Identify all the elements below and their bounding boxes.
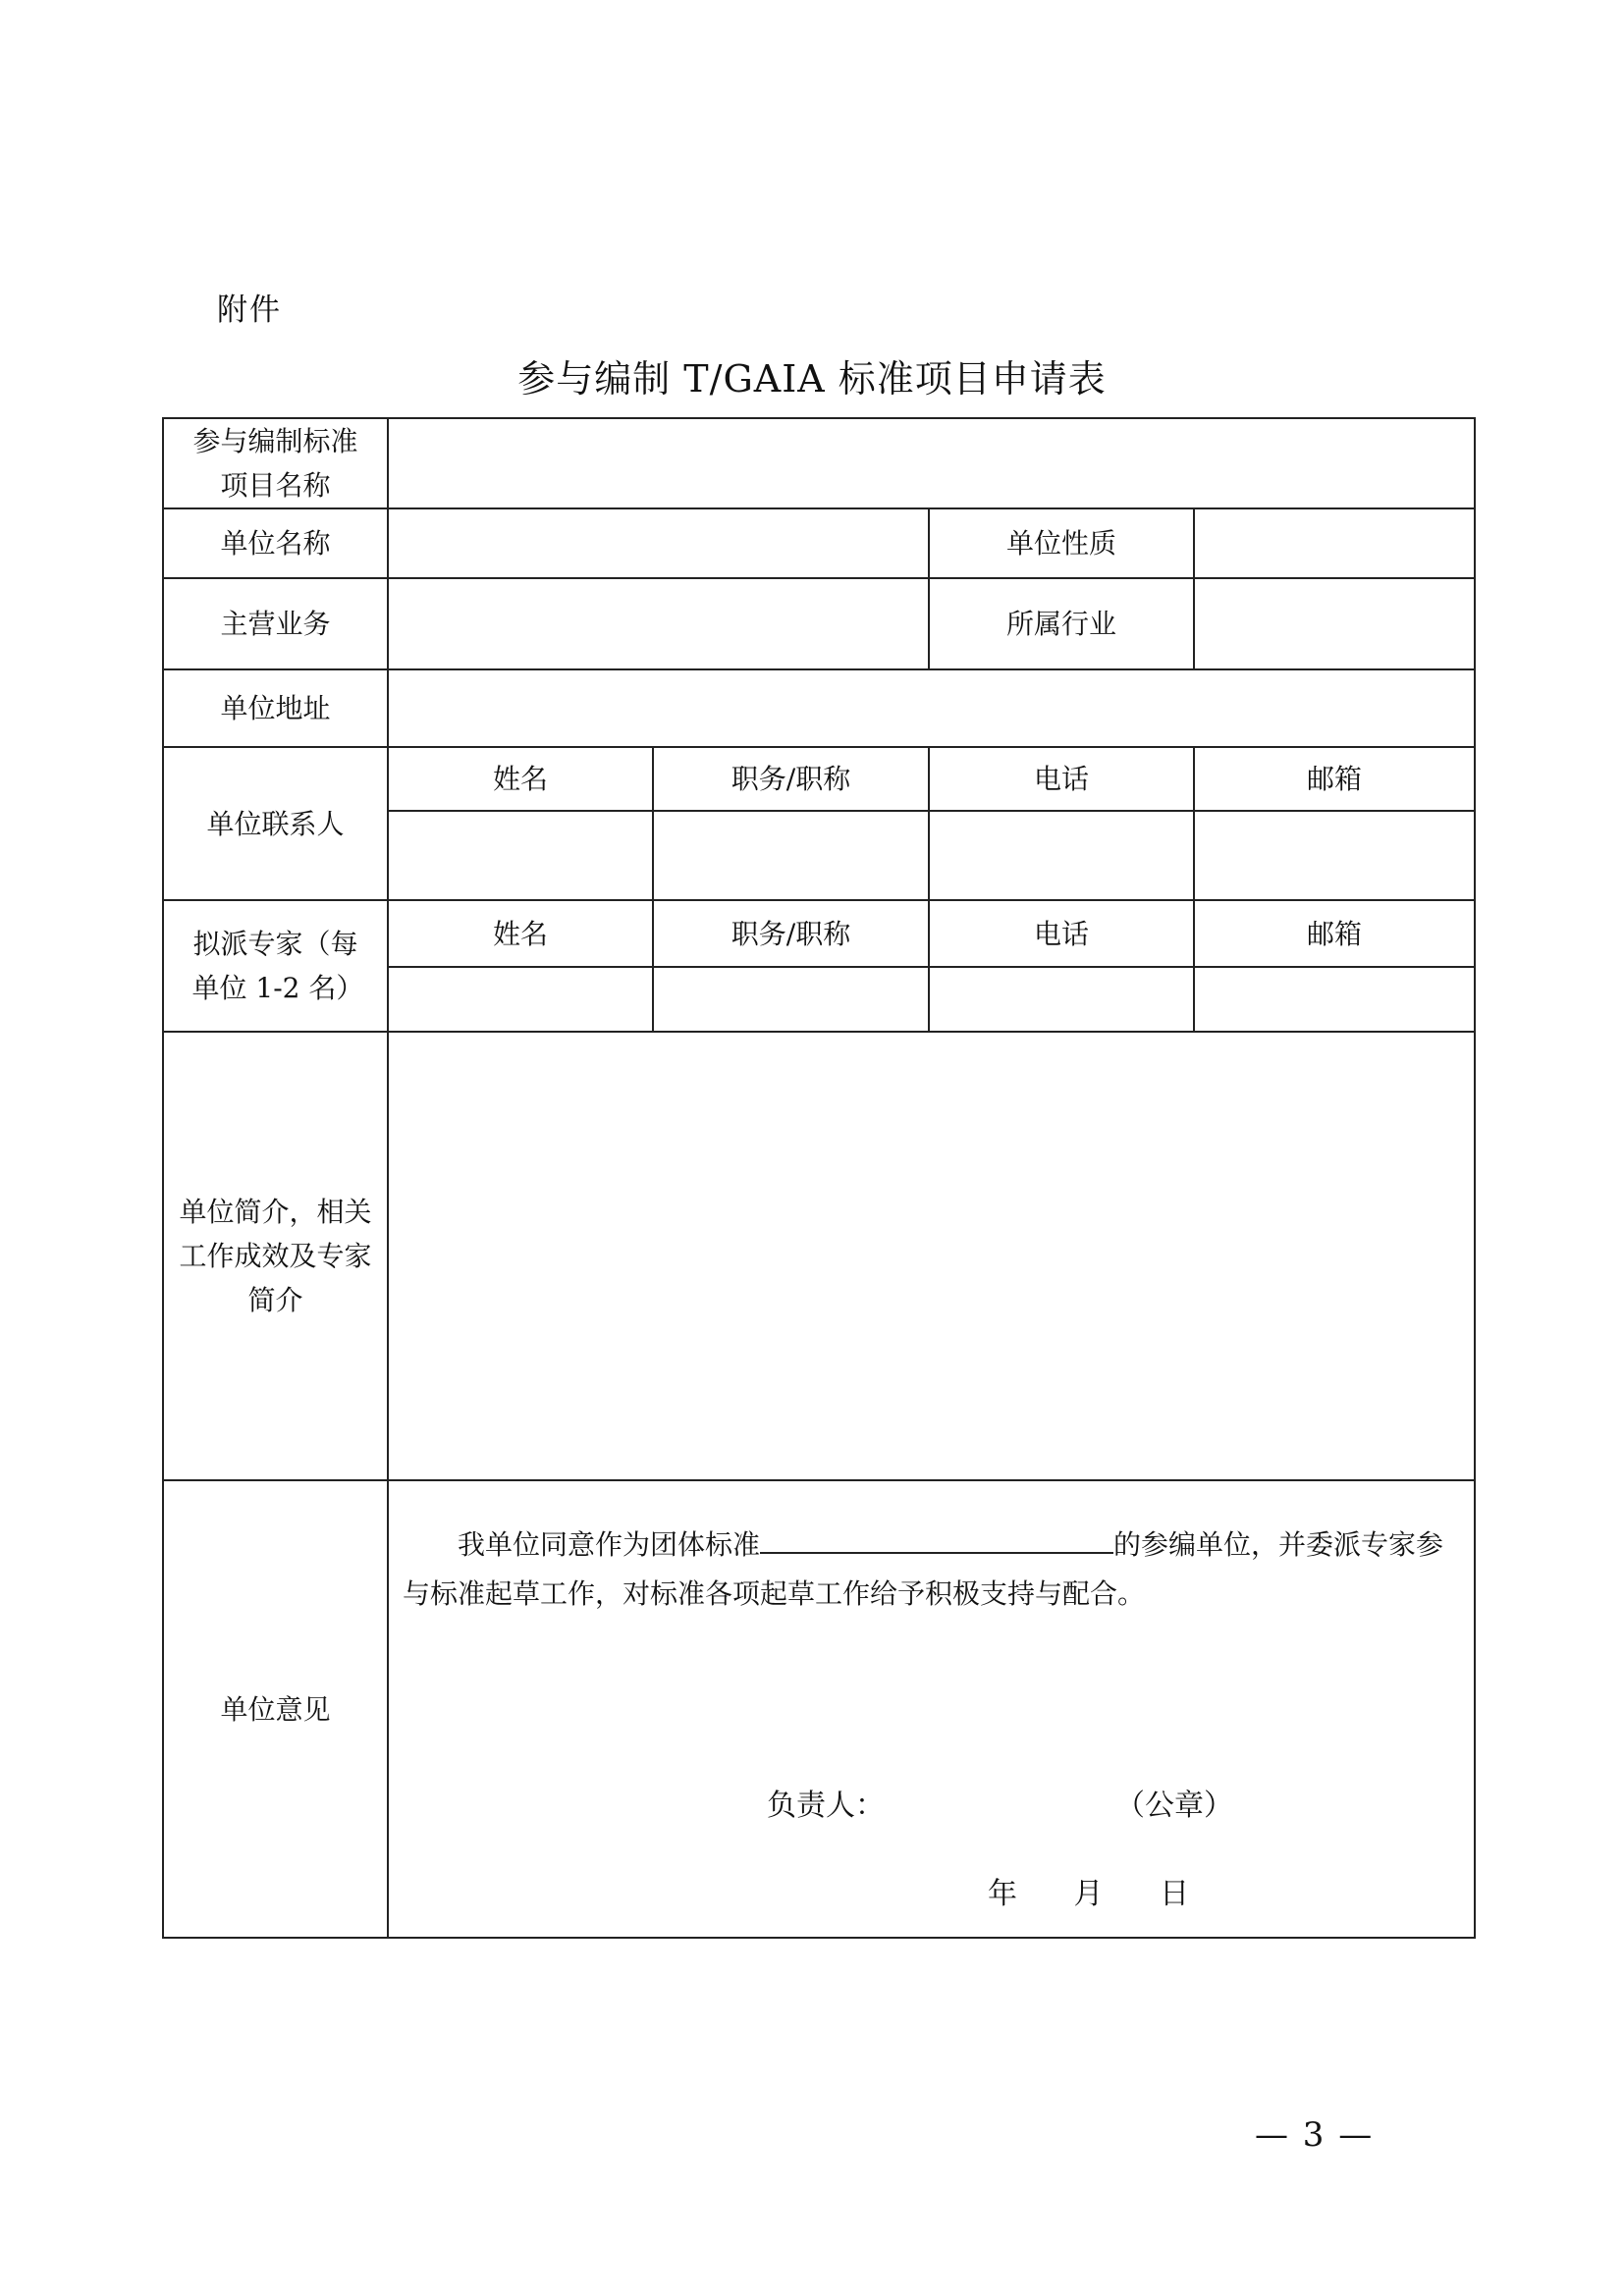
opinion-label: 单位意见 — [163, 1480, 388, 1938]
contact-phone-field[interactable] — [929, 811, 1194, 900]
address-field[interactable] — [388, 669, 1475, 747]
contact-label: 单位联系人 — [163, 747, 388, 900]
form-title: 参与编制 T/GAIA 标准项目申请表 — [517, 357, 1107, 400]
signature-date: 年 月 日 — [988, 1877, 1190, 1911]
contact-col-phone: 电话 — [929, 747, 1194, 811]
expert-col-name: 姓名 — [388, 900, 653, 967]
row-unit-name — [163, 508, 1475, 578]
row-opinion — [163, 1480, 1475, 1938]
unit-nature-field[interactable] — [1194, 508, 1475, 578]
project-name-label-cell — [163, 418, 388, 508]
opinion-text-before: 我单位同意作为团体标准 — [458, 1528, 761, 1561]
unit-nature-label: 单位性质 — [929, 508, 1194, 578]
industry-label: 所属行业 — [929, 578, 1194, 669]
industry-field[interactable] — [1194, 578, 1475, 669]
opinion-cell — [388, 1480, 1475, 1938]
project-name-label: 参与编制标准项目名称 — [192, 425, 358, 502]
unit-name-label: 单位名称 — [163, 508, 388, 578]
contact-col-name: 姓名 — [388, 747, 653, 811]
main-business-field[interactable] — [388, 578, 929, 669]
intro-label: 单位简介，相关工作成效及专家简介 — [179, 1196, 372, 1316]
row-expert-header — [163, 900, 1475, 967]
expert-col-email: 邮箱 — [1194, 900, 1475, 967]
contact-position-field[interactable] — [653, 811, 929, 900]
contact-col-email: 邮箱 — [1194, 747, 1475, 811]
row-project-name — [163, 418, 1475, 508]
row-introduction — [163, 1032, 1475, 1480]
expert-label: 拟派专家（每单位 1-2 名） — [191, 928, 364, 1004]
intro-field[interactable] — [388, 1032, 1475, 1480]
intro-label-cell — [163, 1032, 388, 1480]
expert-phone-field[interactable] — [929, 967, 1194, 1032]
address-label: 单位地址 — [163, 669, 388, 747]
contact-name-field[interactable] — [388, 811, 653, 900]
opinion-statement — [403, 1521, 1462, 1619]
annex-label: 附件 — [217, 293, 282, 328]
expert-col-phone: 电话 — [929, 900, 1194, 967]
main-business-label: 主营业务 — [163, 578, 388, 669]
expert-name-field[interactable] — [388, 967, 653, 1032]
row-address — [163, 669, 1475, 747]
responsible-person-label: 负责人： — [767, 1789, 885, 1823]
page-number: — 3 — — [1255, 2115, 1375, 2155]
standard-name-blank[interactable] — [760, 1522, 1113, 1554]
opinion-text-after: 的参编单位，并委派专家参与标准起草工作，对标准各项起草工作给予积极支持与配合。 — [403, 1528, 1444, 1610]
application-form-table — [162, 417, 1476, 1939]
contact-email-field[interactable] — [1194, 811, 1475, 900]
official-seal-label: （公章） — [1115, 1789, 1233, 1823]
row-contact-header — [163, 747, 1475, 811]
expert-email-field[interactable] — [1194, 967, 1475, 1032]
expert-label-cell — [163, 900, 388, 1032]
project-name-field[interactable] — [388, 418, 1475, 508]
expert-col-position: 职务/职称 — [653, 900, 929, 967]
expert-position-field[interactable] — [653, 967, 929, 1032]
contact-col-position: 职务/职称 — [653, 747, 929, 811]
unit-name-field[interactable] — [388, 508, 929, 578]
row-main-business — [163, 578, 1475, 669]
